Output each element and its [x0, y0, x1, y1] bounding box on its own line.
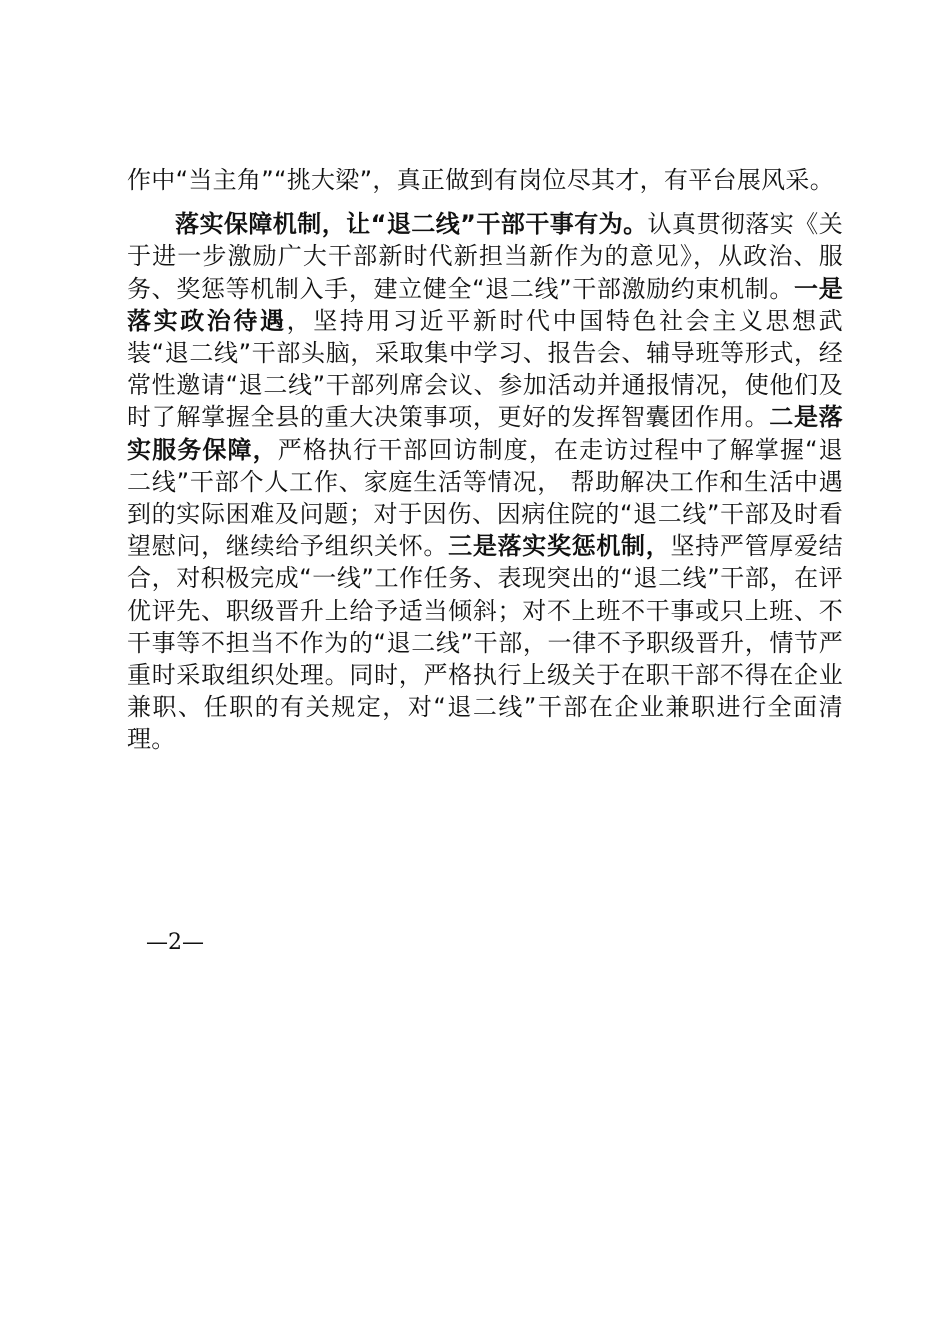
point-3-text: 坚持严管厚爱结合，对积极完成“一线”工作任务、表现突出的“退二线”干部，在评优评先、职级晋升上给予适当倾斜；对不上班不干事或只上班、不干事等不担当不作为的“退二线”干部，一律不予职级晋升，情节严重时采取组织处理。同时，严格执行上级关于在职干部不得在企业兼职、任职的有关规定，对“退二线”干部在企业兼职进行全面清理。	[127, 532, 843, 754]
paragraph-1-text: 作中“当主角”“挑大梁”，真正做到有岗位尽其才，有平台展风采。	[127, 166, 835, 194]
point-1-title: 一是落实政治待遇	[127, 274, 843, 335]
paragraph-2-heading: 落实保障机制，让“退二线”干部干事有为。	[175, 210, 648, 239]
point-3-title: 三是落实奖惩机制，	[448, 532, 671, 561]
paragraph-2-intro: 认真贯彻落实《关于进一步激励广大干部新时代新担当新作为的意见》，从政治、服务、奖惩等机制入手，建立健全“退二线”干部激励约束机制。	[127, 210, 843, 303]
point-2-text: 严格执行干部回访制度，在走访过程中了解掌握“退二线”干部个人工作、家庭生活等情况， 帮助解决工作和生活中遇到的实际困难及问题；对于因伤、因病住院的“退二线”干部及时看望慰问，继续给予组织关怀。	[127, 435, 843, 561]
point-2-title: 二是落实服务保障，	[127, 403, 843, 464]
paragraph-continuation	[127, 164, 843, 196]
point-1-text: ，坚持用习近平新时代中国特色社会主义思想武装“退二线”干部头脑，采取集中学习、报告会、辅导班等形式，经常性邀请“退二线”干部列席会议、参加活动并通报情况，使他们及时了解掌握全县的重大决策事项，更好的发挥智囊团作用。	[127, 306, 843, 432]
document-body	[127, 164, 843, 756]
page-number: —2—	[146, 930, 204, 955]
paragraph-guarantee-mechanism	[127, 208, 843, 755]
